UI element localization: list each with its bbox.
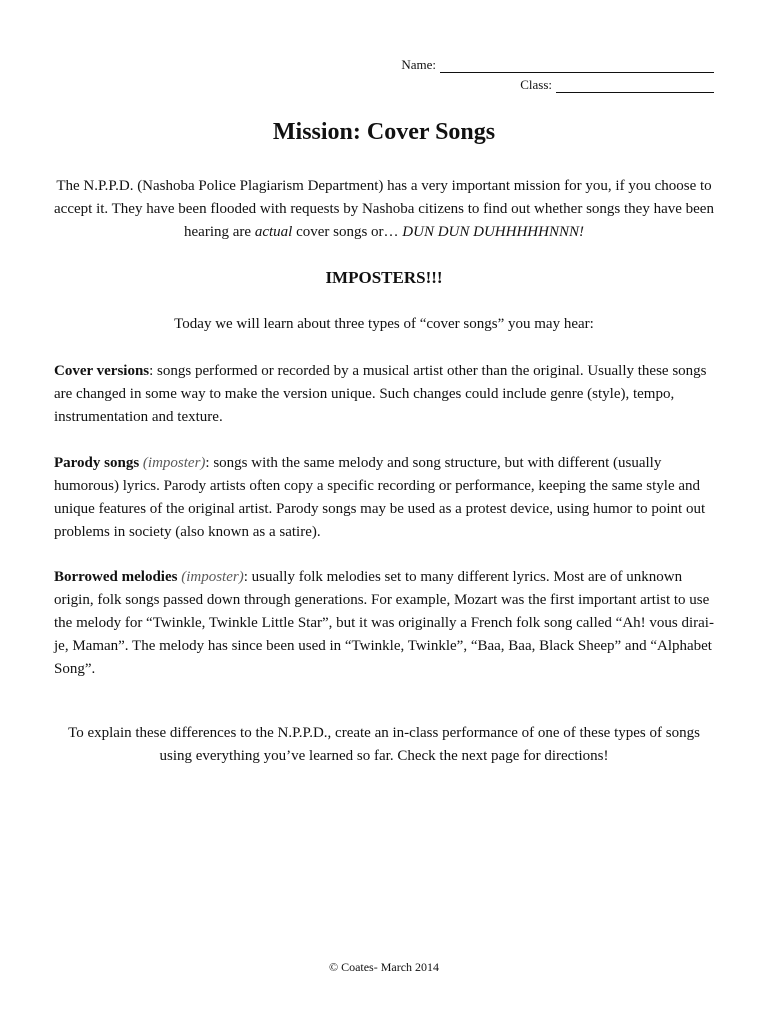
class-field	[520, 77, 714, 93]
intro-paragraph	[54, 175, 714, 244]
class-label: Class:	[520, 77, 552, 92]
intro-text-2: cover songs or…	[292, 224, 403, 240]
copyright-footer: © Coates- March 2014	[328, 960, 440, 974]
imposter-tag: (imposter)	[142, 455, 206, 471]
imposters-heading: IMPOSTERS!!!	[325, 268, 443, 287]
name-label: Name:	[401, 57, 436, 72]
definition-cover-versions	[54, 360, 716, 429]
imposter-tag: (imposter)	[181, 569, 244, 585]
name-field	[401, 57, 714, 73]
page-title: Mission: Cover Songs	[272, 119, 496, 145]
definition-text: : songs performed or recorded by a musical artist other than the original. Usually these songs are changed in some way to make the version unique. Such changes could include genre (style), tempo, instrumentation and texture.	[54, 363, 707, 425]
definition-term: Parody songs	[54, 455, 140, 471]
definition-term: Cover versions	[54, 363, 150, 379]
definition-parody-songs	[54, 452, 716, 544]
intro-emphasis: actual	[254, 224, 293, 240]
definition-text: : usually folk melodies set to many different lyrics. Most are of unknown origin, folk songs passed down through generations. For example, Mozart was the first important artist to use the melody for “Twinkle, Twinkle Little Star”, but it was originally a French folk song called “Ah! vous dirai-je, Maman”. The melody has since been used in “Twinkle, Twinkle”, “Baa, Baa, Black Sheep” and “Alphabet Song”.	[54, 569, 714, 677]
definition-borrowed-melodies	[54, 566, 716, 681]
lead-sentence: Today we will learn about three types of “cover songs” you may hear:	[174, 316, 594, 332]
intro-dramatic: DUN DUN DUHHHHHNNN!	[402, 224, 584, 240]
definition-term: Borrowed melodies	[54, 569, 178, 585]
name-blank-line	[440, 60, 714, 73]
definition-text: : songs with the same melody and song structure, but with different (usually humorous) lyrics. Parody artists often copy a specific recording or performance, keeping the same style and unique features of the original artist. Parody songs may be used as a protest device, using humor to point out problems in society (also known as a satire).	[54, 455, 706, 540]
closing-instructions: To explain these differences to the N.P.P.D., create an in-class performance of one of these types of songs using everything you’ve learned so far. Check the next page for directions!	[68, 725, 700, 764]
class-blank-line	[556, 80, 714, 93]
intro-text-1: The N.P.P.D. (Nashoba Police Plagiarism Department) has a very important mission for you, if you choose to accept it. They have been flooded with requests by Nashoba citizens to find out whether songs they have been hearing are	[54, 178, 714, 240]
